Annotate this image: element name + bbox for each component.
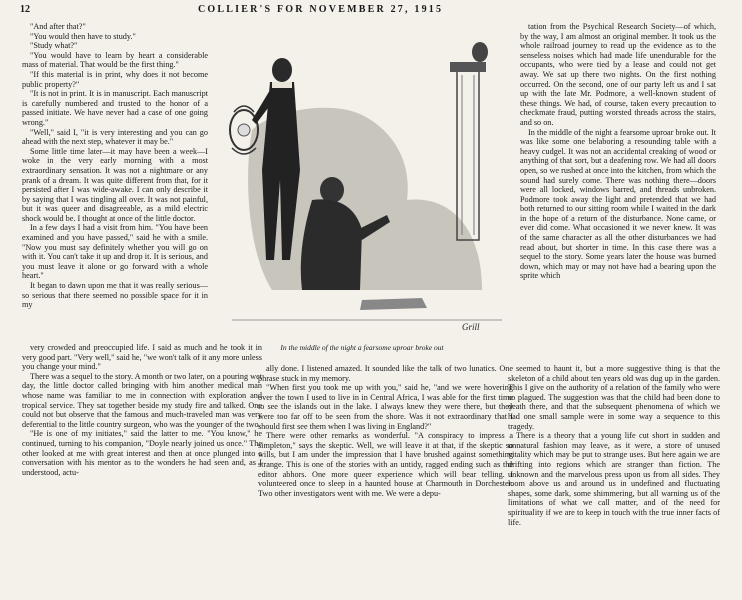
paragraph: "You would then have to study." bbox=[30, 31, 136, 41]
paragraph: "It is not in print. It is in manuscript. Each manuscript is carefully numbered and trusted to the honor of a passed initiate. We have never had a case of one going wrong." bbox=[22, 89, 208, 127]
column-3 bbox=[520, 22, 716, 372]
paragraph: There were other remarks as wonderful. "A conspiracy to impress a simpleton," says the skeptic. Well, we will leave it at that, if the skeptic so wills, but I am under the impression that I have brushed against something strange. This is one of the stories with an untidy, ragged ending such as the editor abhors. One more queer experience which will bear telling. I volunteered once to sleep in a haunted house at Charmouth in Dorchester. Two other investigators went with me. We were a depu- bbox=[258, 431, 513, 498]
artist-signature: Grill bbox=[462, 322, 480, 332]
paragraph: There was a sequel to the story. A month or two later, on a pouring wet day, the little doctor called bringing with him another medical man whose name was familiar to me in connection with exploration and tropical service. They sat together beside my study fire and talked. One could not but observe that the famous and much-traveled man was very deferential to the little country surgeon, who was the younger of the two. bbox=[22, 371, 262, 429]
paragraph: "He is one of my initiates," said the latter to me. "You know," he continued, turning to his companion, "Doyle nearly joined us once." The other looked at me with great interest and then at once plunged into a conversation with his mentor as to the wonders he had seen and, as I understood, actu- bbox=[22, 429, 262, 477]
column-1-top bbox=[22, 22, 208, 342]
paragraph: "And after that?" bbox=[30, 22, 86, 31]
illustration-caption: In the middle of the night a fearsome uproar broke out bbox=[280, 343, 444, 352]
running-title: COLLIER'S FOR NOVEMBER 27, 1915 bbox=[198, 4, 444, 15]
paragraph: tation from the Psychical Research Society—of which, by the way, I am almost an original member. It took us the whole railroad journey to read up the evidence as to the senseless noises which had made life unendurable for the occupants, who were tied by a lease and could not get away. We sat up there two nights. On the first nothing occurred. On the second, one of our party left us and I sat up with the late Mr. Podmore, a well-known student of these things. We had, of course, taken every precaution to checkmate fraud, putting worsted threads across the stairs, and so on. bbox=[520, 22, 716, 127]
paragraph: seemed to haunt it, but a more suggestive thing is that the skeleton of a child about ten years old was dug up in the garden. This I give on the authority of a relation of the family who were so plagued. The suggestion was that the child had been done to death there, and that the subsequent phenomena of which we had one small sample were in some way a sequence to this tragedy. bbox=[508, 364, 720, 431]
paragraph: In the middle of the night a fearsome uproar broke out. It was like some one belaboring a resounding table with a heavy cudgel. It was not an accidental creaking of wood or anything of that sort, but a deafening row. We had all doors open, so we rushed at once into the kitchen, from which the sound had surely come. There was nothing there—doors were all locked, windows barred, and threads unbroken. Podmore took away the light and pretended that we had both returned to our sitting room while I waited in the dark in the hope of a return of the disturbance. None came, or ever did come. What occasioned it we never knew. It was of the same character as all the other disturbances we had read about, but shorter in time. In this case there was a sequel to the story. Some years later the house was burned down, which may or may not have had a bearing upon the sprite which bbox=[520, 127, 716, 281]
paragraph: "When first you took me up with you," said he, "and we were hovering over the town I used to live in in Central Africa, I was able for the first time to see the islands out in the lake. I always knew they were there, but they were too far off to be seen from the shore. Was it not extraordinary that I should first see them when I was living in England?" bbox=[258, 383, 513, 431]
paragraph: very crowded and preoccupied life. I said as much and he took it in very good part. "Very well," said he, "we won't talk of it any more unless you change your mind." bbox=[22, 343, 262, 372]
paragraph: Some little time later—it may have been a week—I woke in the very early morning with a most extraordinary sensation. It was not a nightmare or any prank of a dream. It was quite different from that, for it persisted after I was wide-awake. I can only describe it by saying that I was tingling all over. It was not painful, but it was queer and disagreeable, as a mild electric shock would be. I thought at once of the little doctor. bbox=[22, 146, 208, 223]
paragraph: "Study what?" bbox=[30, 41, 78, 51]
paragraph: It began to dawn upon me that it was really serious—so serious that there seemed no possible space for it in my bbox=[22, 281, 208, 310]
paragraph: There is a theory that a young life cut short in sudden and unnatural fashion may leave, as it were, a store of unused vitality which may be put to strange uses. But here again we are drifting into regions which are stranger than fiction. The unknown and the marvelous press upon us from all sides. They loom above us and around us in undefined and fluctuating shapes, some dark, some shimmering, but all warning us of the limitations of what we call matter, and of the need for spirituality if we are to keep in touch with the true inner facts of life. bbox=[508, 431, 720, 527]
paragraph: "If this material is in print, why does it not become public property?" bbox=[22, 69, 208, 89]
illustration bbox=[212, 30, 512, 335]
page-header bbox=[0, 4, 742, 18]
page-number: 12 bbox=[20, 4, 30, 15]
paragraph: In a few days I had a visit from him. "You have been examined and you have passed," said he with a smile. "Now you must say definitely whether you will go on with it. You can't take it up and drop it. It is serious, and you must leave it alone or go forward with a whole heart." bbox=[22, 223, 208, 281]
paragraph: "You would have to learn by heart a considerable mass of material. That would be the first thing." bbox=[22, 50, 208, 70]
column-1-bottom bbox=[22, 343, 262, 593]
column-2 bbox=[258, 364, 513, 594]
paragraph: ally done. I listened amazed. It sounded like the talk of two lunatics. One phrase stuck in my memory. bbox=[258, 364, 513, 383]
paragraph: "Well," said I, "it is very interesting and you can go ahead with the next step, whatever it may be." bbox=[22, 127, 208, 147]
column-4 bbox=[508, 364, 720, 594]
